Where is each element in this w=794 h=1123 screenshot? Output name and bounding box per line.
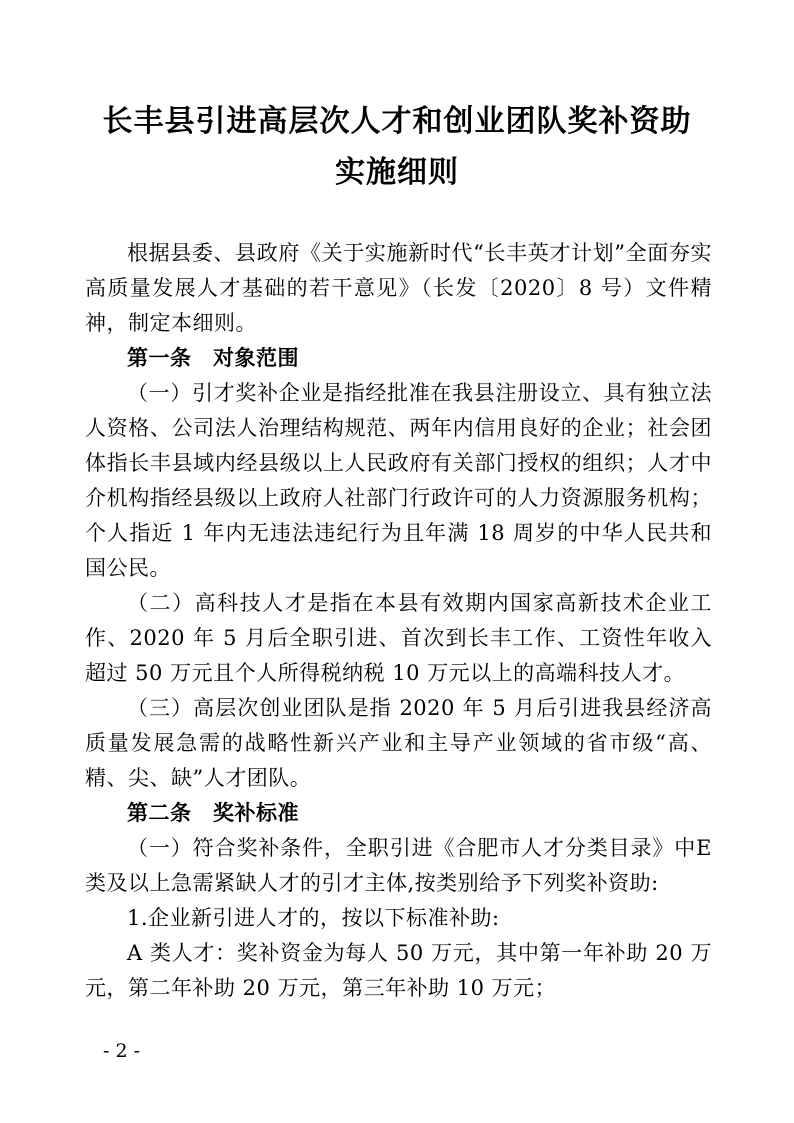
document-title-line-2: 实施细则 bbox=[335, 155, 459, 190]
paragraph-class-a-talent: A 类人才：奖补资金为每人 50 万元，其中第一年补助 20 万元，第二年补助 20 万元，第三年补助 10 万元； bbox=[85, 941, 712, 1000]
document-title bbox=[0, 0, 794, 198]
paragraph-intro: 根据县委、县政府《关于实施新时代“长丰英才计划”全面夯实高质量发展人才基础的若干意见》（长发〔2020〕8 号）文件精神，制定本细则。 bbox=[85, 241, 712, 335]
page-number: - 2 - bbox=[103, 1040, 141, 1062]
paragraph-item-2: （二）高科技人才是指在本县有效期内国家高新技术企业工作、2020 年 5 月后全职引进、首次到长丰工作、工资性年收入超过 50 万元且个人所得税纳税 10 万元以上的高端科技人才。 bbox=[85, 591, 712, 685]
paragraph-article2-item-1: （一）符合奖补条件，全职引进《合肥市人才分类目录》中E类及以上急需紧缺人才的引才主体,按类别给予下列奖补资助: bbox=[85, 836, 712, 895]
paragraph-enterprise-subsidy: 1.企业新引进人才的，按以下标准补助: bbox=[127, 906, 500, 930]
document-title-line-1: 长丰县引进高层次人才和创业团队奖补资助 bbox=[102, 104, 692, 139]
section-heading-article-2: 第二条 奖补标准 bbox=[127, 801, 299, 825]
paragraph-item-1: （一）引才奖补企业是指经批准在我县注册设立、具有独立法人资格、公司法人治理结构规范、两年内信用良好的企业；社会团体指长丰县域内经县级以上人民政府有关部门授权的组织；人才中介机构指经县级以上政府人社部门行政许可的人力资源服务机构；个人指近 1 年内无违法违纪行为且年满 18 周岁的中华人民共和国公民。 bbox=[85, 381, 712, 580]
section-heading-article-1: 第一条 对象范围 bbox=[127, 346, 299, 370]
paragraph-item-3: （三）高层次创业团队是指 2020 年 5 月后引进我县经济高质量发展急需的战略性新兴产业和主导产业领域的省市级“高、精、尖、缺”人才团队。 bbox=[85, 696, 712, 790]
document-body bbox=[85, 236, 712, 1006]
